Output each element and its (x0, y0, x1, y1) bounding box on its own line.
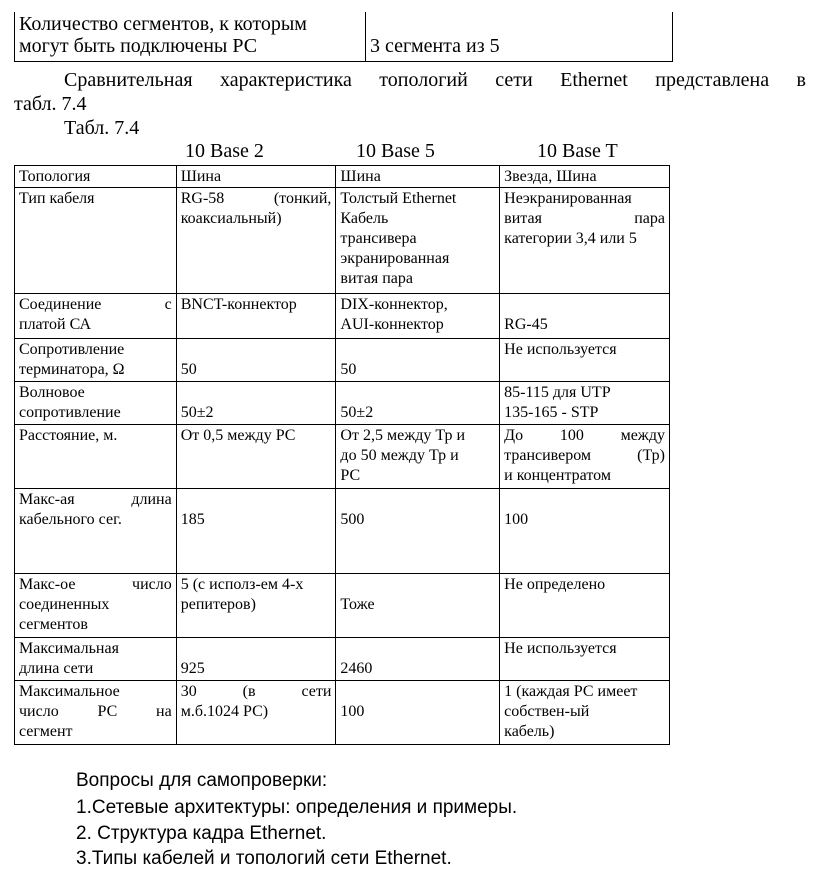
cell-line: До 100 между (504, 427, 665, 444)
column-header-10baset: 10 Base T (537, 140, 618, 162)
cell-cable-type-label: Тип кабеля (15, 188, 177, 294)
cell-distance-10base5 (336, 425, 500, 489)
cell-line: собствен-ый (504, 703, 590, 720)
cell-line: DIX-коннектор, (340, 296, 448, 313)
cell-line: 2460 (340, 660, 373, 677)
cell-max-pc-10base5 (336, 681, 500, 745)
question-item: 1.Сетевые архитектуры: определения и примеры. (76, 797, 518, 818)
cell-line: Неэкранированная (504, 190, 632, 207)
cell-line: Волновое (19, 384, 85, 401)
segments-label-line1: Количество сегментов, к которым (19, 13, 307, 35)
segments-table (14, 12, 673, 62)
cell-line: 85-115 для UTP (504, 384, 611, 401)
cell-terminator-10base2 (176, 339, 336, 382)
cell-line: 30 (в сети (180, 683, 332, 700)
cell-connection-label (15, 294, 177, 339)
cell-impedance-10base5 (336, 382, 500, 425)
cell-line: витая пара (340, 270, 413, 287)
cell-max-pc-10baset (500, 681, 670, 745)
cell-max-segments-10baset: Не определено (500, 574, 670, 638)
table-row (15, 489, 670, 574)
cell-line: РС (340, 467, 361, 484)
cell-line: Сопротивление (19, 341, 125, 358)
cell-line: Максимальное (19, 683, 120, 700)
cell-line: 100 (340, 703, 365, 720)
cell-line: 50±2 (340, 404, 374, 421)
cell-topology-10base5: Шина (336, 166, 500, 188)
cell-topology-10base2: Шина (176, 166, 336, 188)
column-header-10base5: 10 Base 5 (356, 140, 435, 162)
cell-max-network-length-10base2 (176, 638, 336, 681)
cell-line: Максимальная (19, 640, 119, 657)
cell-line: трансивером (Тр) (504, 447, 665, 464)
cell-max-segment-10base2 (176, 489, 336, 574)
cell-line: 100 (504, 511, 529, 528)
cell-line: соединенных (19, 596, 110, 613)
cell-terminator-10base5 (336, 339, 500, 382)
segments-label-cell (15, 12, 366, 62)
segments-value: 3 сегмента из 5 (370, 35, 500, 57)
table-row (15, 425, 670, 489)
cell-line: Соединение с (19, 296, 172, 313)
cell-line: 50 (340, 361, 357, 378)
cell-cable-type-10baset (500, 188, 670, 294)
intro-line2: табл. 7.4 (14, 93, 87, 115)
cell-line: сегмент (19, 723, 73, 740)
cell-connection-10baset (500, 294, 670, 339)
table-caption: Табл. 7.4 (64, 117, 140, 139)
cell-line: кабельного сег. (19, 511, 122, 528)
cell-terminator-10baset: Не используется (500, 339, 670, 382)
cell-line: категории 3,4 или 5 (504, 230, 637, 247)
topology-comparison-table (14, 165, 670, 745)
cell-line: RG-45 (504, 316, 548, 333)
questions-title: Вопросы для самопроверки: (76, 770, 328, 791)
cell-max-segments-10base2 (176, 574, 336, 638)
cell-line: число РС на (19, 703, 172, 720)
table-row (15, 574, 670, 638)
cell-line: Толстый Ethernet (340, 190, 457, 207)
cell-distance-10baset (500, 425, 670, 489)
cell-line: до 50 между Тр и (340, 447, 459, 464)
cell-line: платой СА (19, 316, 92, 333)
cell-impedance-10base2 (176, 382, 336, 425)
cell-topology-10baset: Звезда, Шина (500, 166, 670, 188)
cell-max-segment-label (15, 489, 177, 574)
cell-line: 500 (340, 511, 365, 528)
cell-line: Макс-ая длина (19, 491, 172, 508)
intro-line1: Сравнительная характеристика топологий сети Ethernet представлена в (64, 69, 806, 91)
cell-line: 925 (180, 660, 205, 677)
cell-line: коаксиальный) (180, 210, 282, 227)
column-header-10base2: 10 Base 2 (185, 140, 264, 162)
cell-max-pc-10base2 (176, 681, 336, 745)
cell-max-segment-10baset (500, 489, 670, 574)
cell-terminator-label (15, 339, 177, 382)
cell-line: 185 (180, 511, 205, 528)
cell-line: сопротивление (19, 404, 121, 421)
cell-line: репитеров) (180, 596, 256, 613)
cell-topology-label: Топология (15, 166, 177, 188)
cell-connection-10base2: BNCT-коннектор (176, 294, 336, 339)
table-row (15, 166, 670, 188)
table-row (15, 638, 670, 681)
cell-line: витая пара (504, 210, 665, 227)
cell-max-segment-10base5 (336, 489, 500, 574)
cell-line: сегментов (19, 616, 88, 633)
cell-line: 50 (180, 361, 197, 378)
cell-line: кабель) (504, 723, 555, 740)
cell-line: Кабель (340, 210, 389, 227)
question-item: 3.Типы кабелей и топологий сети Ethernet. (76, 848, 452, 869)
table-row (15, 382, 670, 425)
cell-max-segments-label (15, 574, 177, 638)
cell-line: и концентратом (504, 467, 611, 484)
cell-max-network-length-10base5 (336, 638, 500, 681)
cell-connection-10base5 (336, 294, 500, 339)
cell-line: RG-58 (тонкий, (180, 190, 332, 207)
cell-distance-10base2: От 0,5 между РС (176, 425, 336, 489)
cell-line: терминатора, Ω (19, 361, 125, 378)
cell-distance-label: Расстояние, м. (15, 425, 177, 489)
cell-line: трансивера (340, 230, 417, 247)
table-row (15, 681, 670, 745)
cell-line: Тоже (340, 596, 375, 613)
table-row (15, 294, 670, 339)
cell-impedance-label (15, 382, 177, 425)
segments-value-cell (366, 12, 673, 62)
question-item: 2. Структура кадра Ethernet. (76, 823, 327, 844)
cell-line: От 2,5 между Тр и (340, 427, 466, 444)
table-row (15, 339, 670, 382)
cell-max-network-length-10baset: Не используется (500, 638, 670, 681)
segments-label-line2: могут быть подключены РС (19, 35, 258, 57)
cell-max-segments-10base5 (336, 574, 500, 638)
cell-max-pc-label (15, 681, 177, 745)
table-row (15, 188, 670, 294)
cell-line: AUI-коннектор (340, 316, 444, 333)
cell-line: 135-165 - STP (504, 404, 599, 421)
cell-line: 1 (каждая РС имеет (504, 683, 638, 700)
cell-line: м.б.1024 РС) (180, 703, 269, 720)
cell-impedance-10baset (500, 382, 670, 425)
cell-line: длина сети (19, 660, 94, 677)
cell-line: 5 (с исполз-ем 4-х (180, 576, 304, 593)
cell-max-network-length-label (15, 638, 177, 681)
cell-cable-type-10base2 (176, 188, 336, 294)
table-row (15, 12, 673, 62)
cell-cable-type-10base5 (336, 188, 500, 294)
cell-line: 50±2 (180, 404, 214, 421)
cell-line: Макс-ое число (19, 576, 172, 593)
cell-line: экранированная (340, 250, 450, 267)
